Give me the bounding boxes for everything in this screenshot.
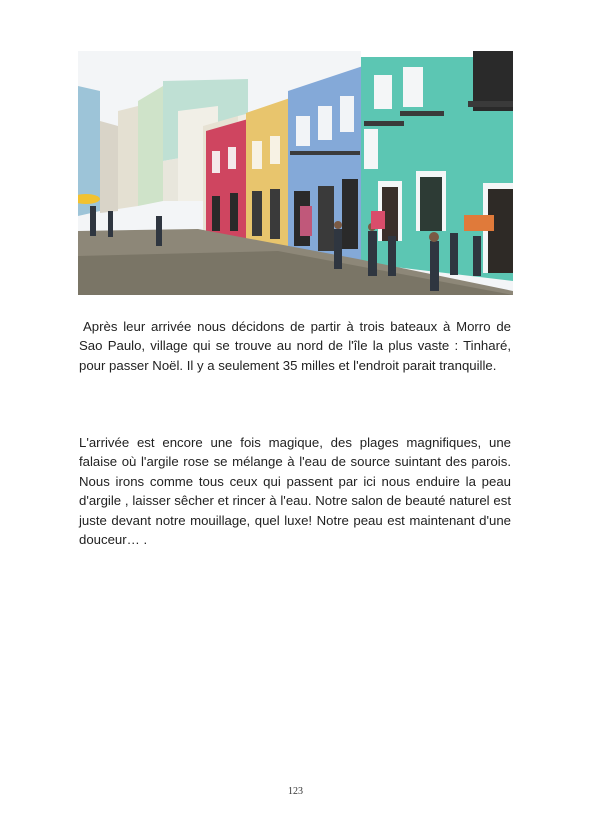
page-number: 123 (288, 786, 303, 797)
colonial-street-illustration (78, 51, 513, 295)
street-photo (78, 51, 513, 295)
paragraph-arrival: Après leur arrivée nous décidons de partir à trois bateaux à Morro de Sao Paulo, village qui se trouve au nord de l'île la plus vaste : Tinharé, pour passer Noël. Il y a seulement 35 milles et l'endroit parait tranquille. (79, 319, 511, 373)
paragraph-clay-beach: L'arrivée est encore une fois magique, des plages magnifiques, une falaise où l'argile rose se mélange à l'eau de source suintant des parois. Nous irons comme tous ceux qui passent par ici nous enduire la peau d'argile , laisser sêcher et rincer à l'eau. Notre salon de beauté naturel est juste devant notre mouillage, quel luxe! Notre peau est maintenant d'une douceur… . (79, 435, 511, 548)
